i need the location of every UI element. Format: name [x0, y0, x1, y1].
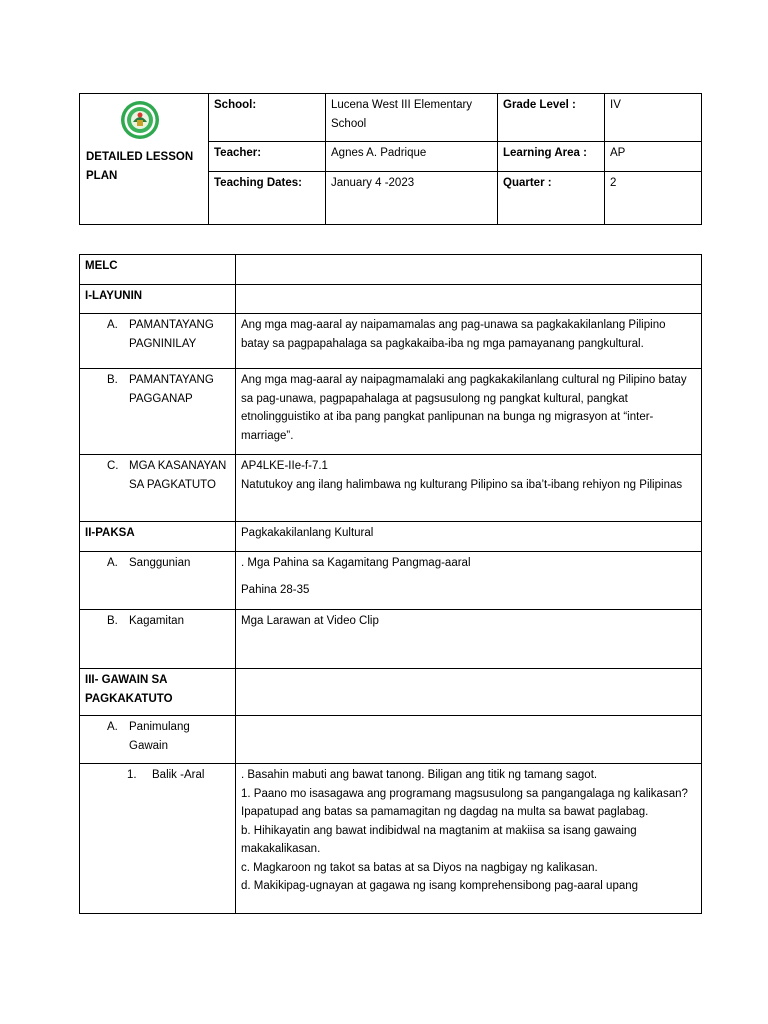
sanggunian-content-cell: [236, 552, 702, 610]
gawain-label: III- GAWAIN SA PAGKAKATUTO: [80, 669, 236, 716]
kasanayan-label: MGA KASANAYAN SA PAGKATUTO: [129, 460, 227, 491]
panimula-cell: [80, 716, 236, 764]
panimula-label: Panimulang Gawain: [129, 721, 190, 752]
table-row: [80, 552, 702, 610]
pagganap-label: PAMANTAYANG PAGGANAP: [129, 374, 214, 405]
table-row: [80, 669, 702, 716]
balik-aral-line: Ipapatupad ang batas sa pamamagitan ng dagdag na multa sa bawat paglabag.: [241, 806, 649, 818]
school-label: School:: [209, 94, 326, 142]
melc-content: [236, 255, 702, 285]
kagamitan-cell: [80, 610, 236, 669]
sanggunian-marker: A.: [107, 557, 118, 569]
balik-aral-cell: [80, 764, 236, 914]
kasanayan-content-cell: [236, 455, 702, 522]
balik-aral-line: d. Makikipag-ugnayan at gagawa ng isang komprehensibong pag-aaral upang: [241, 880, 639, 892]
grade-level-value: IV: [605, 94, 702, 142]
paksa-label: II-PAKSA: [80, 522, 236, 552]
table-row: [80, 314, 702, 369]
melc-label: MELC: [80, 255, 236, 285]
learning-area-value: AP: [605, 142, 702, 172]
table-row: [80, 455, 702, 522]
paksa-content: Pagkakakilanlang Kultural: [236, 522, 702, 552]
sanggunian-cell: [80, 552, 236, 610]
table-row: [80, 716, 702, 764]
pagninilay-label: PAMANTAYANG PAGNINILAY: [129, 319, 214, 350]
kagamitan-content: Mga Larawan at Video Clip: [236, 610, 702, 669]
balik-aral-marker: 1.: [127, 769, 137, 781]
pagninilay-cell: [80, 314, 236, 369]
panimula-marker: A.: [107, 721, 118, 733]
pagninilay-content: Ang mga mag-aaral ay naipamamalas ang pag-unawa sa pagkakakilanlang Pilipino batay sa pagpapahalaga sa pagkakaiba-iba ng mga pamayanang pangkultural.: [236, 314, 702, 369]
sanggunian-line-1: . Mga Pahina sa Kagamitang Pangmag-aaral: [241, 557, 471, 569]
kasanayan-marker: C.: [107, 460, 119, 472]
teaching-dates-value: January 4 -2023: [326, 172, 498, 225]
gawain-content: [236, 669, 702, 716]
teaching-dates-label: Teaching Dates:: [209, 172, 326, 225]
pagganap-cell: [80, 369, 236, 455]
learning-area-label: Learning Area :: [498, 142, 605, 172]
balik-aral-label: Balik -Aral: [152, 769, 205, 781]
kasanayan-content: Natutukoy ang ilang halimbawa ng kulturang Pilipino sa iba’t-ibang rehiyon ng Pilipinas: [241, 478, 683, 491]
kasanayan-cell: [80, 455, 236, 522]
pagganap-content: Ang mga mag-aaral ay naipagmamalaki ang pagkakakilanlang cultural ng Pilipino batay sa pag-unawa, pagpapahalaga at pagsusulong ng pangkat kultural, pangkat etnolingguistiko at iba pang pangkat panlipunan na bunga ng migrasyon at “inter-marriage”.: [236, 369, 702, 455]
balik-aral-content: [236, 764, 702, 914]
table-row: [80, 285, 702, 314]
kagamitan-marker: B.: [107, 615, 118, 627]
sanggunian-label: Sanggunian: [129, 557, 191, 569]
lesson-plan-title: DETAILED LESSON PLAN: [86, 151, 194, 182]
grade-level-label: Grade Level :: [498, 94, 605, 142]
balik-aral-line: 1. Paano mo isasagawa ang programang magsusulong sa pangangalaga ng kalikasan?: [241, 787, 688, 800]
school-value: Lucena West III Elementary School: [326, 94, 498, 142]
pagganap-marker: B.: [107, 374, 118, 386]
panimula-content: [236, 716, 702, 764]
quarter-label: Quarter :: [498, 172, 605, 225]
pagninilay-marker: A.: [107, 319, 118, 331]
sanggunian-line-2: Pahina 28-35: [241, 583, 310, 596]
melc-code: AP4LKE-IIe-f-7.1: [241, 460, 328, 472]
balik-aral-line: b. Hihikayatin ang bawat indibidwal na magtanim at makiisa sa isang gawaing makakalikasan.: [241, 824, 637, 855]
kagamitan-label: Kagamitan: [129, 615, 184, 627]
table-row: [80, 764, 702, 914]
teacher-value: Agnes A. Padrique: [326, 142, 498, 172]
balik-aral-line: . Basahin mabuti ang bawat tanong. Biligan ang titik ng tamang sagot.: [241, 769, 598, 781]
quarter-value: 2: [605, 172, 702, 225]
balik-aral-line: c. Magkaroon ng takot sa batas at sa Diyos na nagbigay ng kalikasan.: [241, 861, 598, 874]
table-row: [80, 610, 702, 669]
table-row: [80, 255, 702, 285]
table-row: [80, 369, 702, 455]
title-cell: [80, 94, 209, 225]
table-row: [80, 522, 702, 552]
teacher-label: Teacher:: [209, 142, 326, 172]
lesson-plan-table: [79, 254, 702, 914]
header-table: [79, 93, 702, 225]
school-seal-logo: [120, 100, 160, 140]
layunin-content: [236, 285, 702, 314]
layunin-label: I-LAYUNIN: [80, 285, 236, 314]
